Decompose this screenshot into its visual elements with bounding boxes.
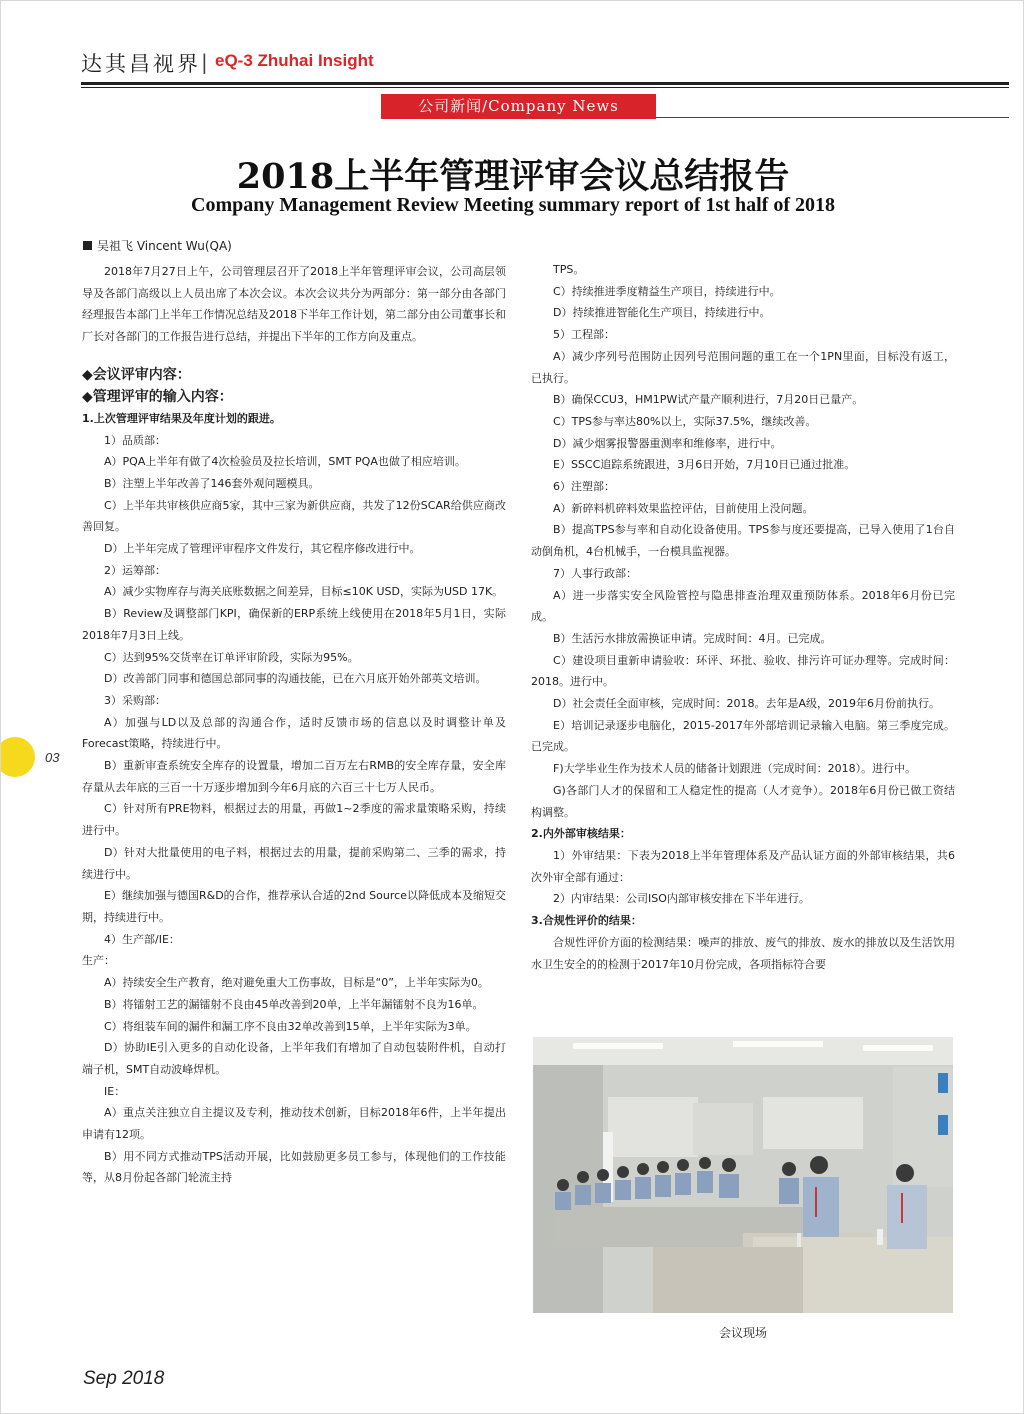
article-column-left: [82, 261, 506, 1189]
item-text: E）SSCC追踪系统跟进，3月6日开始，7月10日已通过批准。: [553, 458, 856, 472]
item-text: A）加强与LD以及总部的沟通合作，适时反馈市场的信息以及时调整计单及Forecast策略，持续进行中。: [82, 715, 506, 751]
item-text: E）培训记录逐步电脑化，2015-2017年外部培训记录输入电脑。第三季度完成。已完成。: [531, 718, 955, 754]
dept-heading-hr: 7）人事行政部：: [553, 566, 637, 580]
item-text: D）协助IE引入更多的自动化设备，上半年我们有增加了自动包装附件机，自动打端子机，SMT自动波峰焊机。: [82, 1041, 506, 1076]
dept-heading-quality: 1）品质部：: [104, 433, 166, 447]
item-text: B）用不同方式推动TPS活动开展，比如鼓励更多员工参与，体现他们的工作技能等，从8月份起各部门轮流主持: [82, 1149, 506, 1185]
item-text: 2）内审结果：公司ISO内部审核安排在下半年进行。: [553, 892, 810, 906]
item-text: A）进一步落实安全风险管控与隐患排查治理双重预防体系。2018年6月份已完成。: [531, 588, 955, 624]
item-text: C）上半年共审核供应商5家，其中三家为新供应商，共发了12份SCAR给供应商改善回复。: [82, 498, 506, 534]
item-text: A）减少序列号范围防止因列号范围问题的重工在一个1PN里面，目标没有返工，已执行。: [531, 349, 955, 385]
item-text: A）重点关注独立自主提议及专利，推动技术创新，目标2018年6件，上半年提出申请有12项。: [82, 1106, 506, 1142]
byline: [83, 237, 232, 254]
article-title: 2018上半年管理评审会议总结报告: [236, 156, 790, 197]
dept-heading-operations: 2）运筹部：: [104, 563, 166, 577]
section-heading-2: 2.内外部审核结果：: [531, 827, 631, 841]
section-heading-3: 3.合规性评价的结果：: [531, 914, 642, 928]
page-tab-marker: [0, 737, 35, 777]
magazine-subtitle: eQ-3 Zhuhai Insight: [215, 51, 374, 70]
intro-paragraph: 2018年7月27日上午，公司管理层召开了2018上半年管理评审会议，公司高层领导及各部门高级以上人员出席了本次会议。本次会议共分为两部分：第一部分由各部门经理报告本部门上半年工作情况总结及2018下半年工作计划，第二部分由公司董事长和厂长对各部门的工作报告进行总结，并提出下半年的工作方向及重点。: [82, 265, 506, 344]
item-text: A）减少实物库存与海关底账数据之间差异，目标≤10K USD，实际为USD 17K。: [104, 585, 504, 599]
dept-heading-engineering: 5）工程部：: [553, 328, 615, 342]
item-text: C）针对所有PRE物料，根据过去的用量，再做1~2季度的需求量策略采购，持续进行中。: [82, 802, 506, 838]
header-rule-thin: [81, 87, 1009, 88]
item-text: C）达到95%交货率在订单评审阶段，实际为95%。: [104, 650, 359, 664]
photo-caption: 会议现场: [718, 1326, 767, 1340]
item-text: B）重新审查系统安全库存的设置量，增加二百万左右RMB的安全库存量，安全库存量从去年底的三百一十万逐步增加到今年6月底的六百三十七万人民币。: [82, 759, 506, 794]
item-text: D）改善部门同事和德国总部同事的沟通技能，已在六月底开始外部英文培训。: [104, 672, 487, 686]
section-badge: 公司新闻/Company News: [381, 94, 656, 119]
article-column-right: [531, 259, 955, 975]
item-text: D）上半年完成了管理评审程序文件发行，其它程序修改进行中。: [104, 542, 421, 556]
item-text: C）持续推进季度精益生产项目，持续进行中。: [553, 284, 781, 298]
item-text-continued: TPS。: [553, 263, 585, 276]
magazine-title: 达其昌视界: [81, 52, 201, 76]
item-text: B）将镭射工艺的漏镭射不良由45单改善到20单，上半年漏镭射不良为16单。: [104, 997, 484, 1011]
item-text: B）Review及调整部门KPI，确保新的ERP系统上线使用在2018年5月1日，实际2018年7月3日上线。: [82, 607, 506, 642]
item-text: E）继续加强与德国R&D的合作，推荐承认合适的2nd Source以降低成本及缩短交期，持续进行中。: [82, 889, 506, 924]
header-rule: [81, 82, 1009, 85]
item-text: F)大学毕业生作为技术人员的储备计划跟进（完成时间：2018）。进行中。: [553, 762, 917, 776]
issue-date: Sep 2018: [83, 1368, 165, 1389]
dept-heading-purchasing: 3）采购部：: [104, 693, 166, 707]
heading-review-content: ◆会议评审内容：: [82, 366, 191, 383]
item-text: G)各部门人才的保留和工人稳定性的提高（人才竞争）。2018年6月份已做工资结构调整。: [531, 783, 955, 819]
item-text: B）生活污水排放需换证申请。完成时间：4月。已完成。: [553, 631, 832, 645]
item-text: D）持续推进智能化生产项目，持续进行中。: [553, 306, 771, 320]
item-text: 合规性评价方面的检测结果：噪声的排放、废气的排放、废水的排放以及生活饮用水卫生安全的的检测于2017年10月份完成，各项指标符合要: [531, 935, 955, 971]
section-heading-1: 1.上次管理评审结果及年度计划的跟进。: [82, 411, 281, 425]
item-text: C）TPS参与率达80%以上，实际37.5%，继续改善。: [553, 414, 817, 428]
sub-heading-ie: IE：: [104, 1084, 126, 1098]
article-title-en: Company Management Review Meeting summary report of 1st half of 2018: [191, 194, 835, 216]
dept-heading-injection: 6）注塑部：: [553, 480, 615, 494]
header-separator: |: [201, 50, 208, 74]
square-bullet-icon: [83, 241, 92, 250]
meeting-room-illustration: [533, 1037, 953, 1313]
item-text: A）PQA上半年有做了4次检验员及拉长培训，SMT PQA也做了相应培训。: [104, 455, 466, 469]
section-rule: [656, 117, 1009, 118]
spacer: [82, 348, 506, 364]
author-name: 吴祖飞 Vincent Wu(QA): [97, 239, 232, 253]
page-number: 03: [45, 750, 60, 765]
dept-heading-production: 4）生产部/IE：: [104, 932, 180, 946]
item-text: 1）外审结果：下表为2018上半年管理体系及产品认证方面的外部审核结果，共6次外审全部有通过：: [531, 848, 955, 884]
item-text: B）注塑上半年改善了146套外观问题模具。: [104, 476, 320, 490]
item-text: D）社会责任全面审核，完成时间：2018。去年是A级，2019年6月份前执行。: [553, 697, 940, 711]
item-text: C）将组装车间的漏件和漏工序不良由32单改善到15单，上半年实际为3单。: [104, 1019, 477, 1033]
item-text: D）减少烟雾报警器重测率和维修率，进行中。: [553, 436, 782, 450]
item-text: D）针对大批量使用的电子料，根据过去的用量，提前采购第二、三季的需求，持续进行中。: [82, 845, 506, 881]
meeting-photo: [533, 1037, 953, 1313]
item-text: C）建设项目重新申请验收：环评、环批、验收、排污许可证办理等。完成时间：2018。进行中。: [531, 653, 955, 689]
item-text: A）持续安全生产教育，绝对避免重大工伤事故，目标是“0”，上半年实际为0。: [104, 976, 489, 990]
heading-review-input: ◆管理评审的输入内容：: [82, 388, 233, 405]
item-text: A）新碎料机碎料效果监控评估，目前使用上没问题。: [553, 501, 814, 515]
item-text: B）确保CCU3，HM1PW试产量产顺利进行，7月20日已量产。: [553, 393, 864, 407]
item-text: B）提高TPS参与率和自动化设备使用。TPS参与度还要提高，已导入使用了1台自动倒角机，4台机械手，一台模具监视器。: [531, 523, 955, 559]
sub-heading-production: 生产：: [82, 954, 115, 968]
